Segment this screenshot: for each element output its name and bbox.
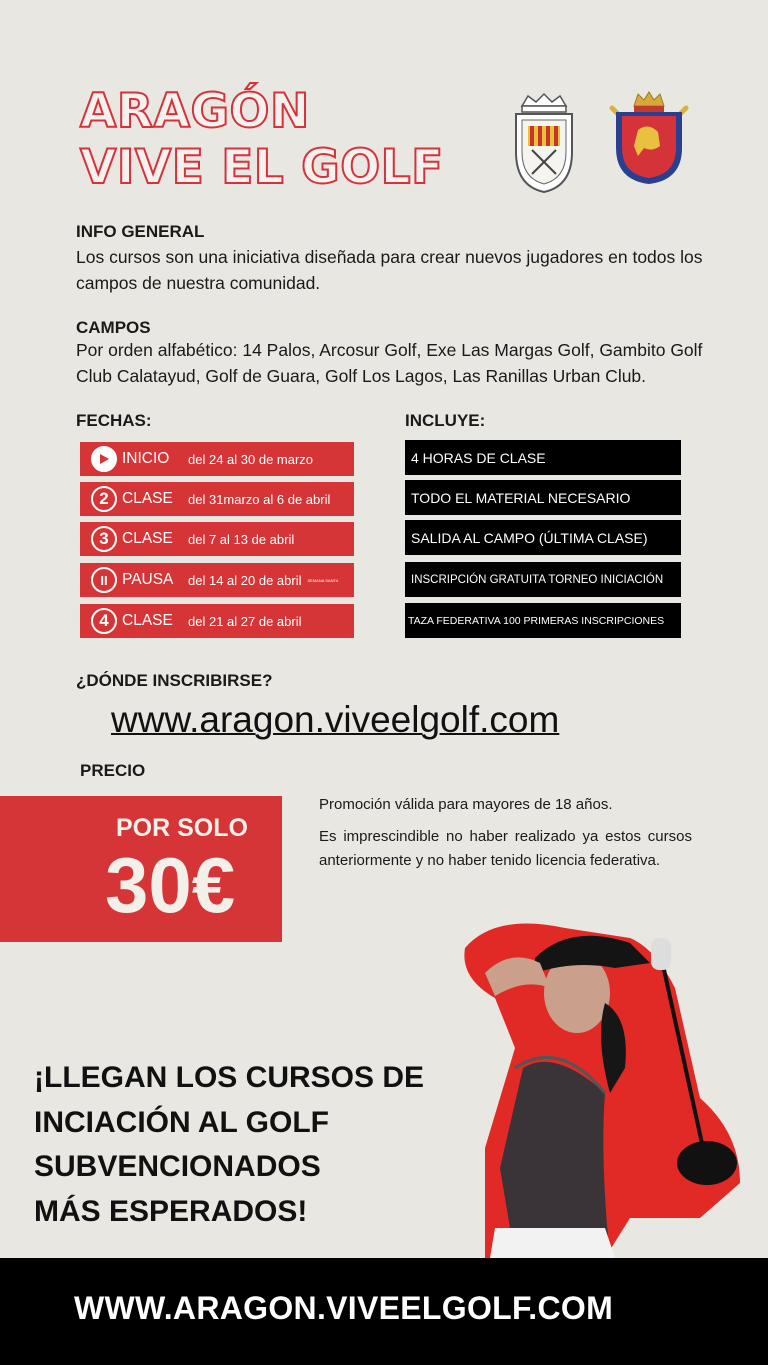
golfer-photo (455, 918, 755, 1258)
date-range: del 31marzo al 6 de abril (188, 491, 331, 507)
number-icon: 4 (91, 608, 117, 634)
campos-heading: CAMPOS (76, 318, 151, 337)
date-range: del 24 al 30 de marzo (188, 451, 314, 467)
price-note-age: Promoción válida para mayores de 18 años. (319, 796, 613, 813)
footer-bar (0, 1258, 768, 1365)
registro-heading: ¿DÓNDE INSCRIBIRSE? (76, 671, 273, 690)
date-row-inicio (80, 442, 354, 476)
date-range: del 21 al 27 de abril (188, 613, 302, 629)
price-amount: 30€ (105, 841, 236, 929)
date-row-clase-2 (80, 482, 354, 516)
aragon-federation-logo-icon (508, 92, 580, 196)
price-note-conditions: Es imprescindible no haber realizado ya estos cursos anteriormente y no haber tenido licencia federativa. (319, 828, 692, 869)
date-kind: PAUSA (122, 571, 174, 588)
date-kind: CLASE (122, 490, 173, 507)
incluye-item: TODO EL MATERIAL NECESARIO (405, 480, 681, 515)
price-box (0, 796, 282, 942)
date-row-clase-3 (80, 522, 354, 556)
title-line-1: ARAGÓN (80, 84, 310, 139)
date-row-pausa (80, 563, 354, 597)
date-kind: CLASE (122, 530, 173, 547)
date-range: del 7 al 13 de abril (188, 531, 295, 547)
date-note: SEMANA SANTA (307, 577, 339, 583)
info-text: Los cursos son una iniciativa diseñada para crear nuevos jugadores en todos los campos de nuestra comunidad. (76, 247, 703, 293)
number-icon: 3 (91, 526, 117, 552)
headline-line-3: SUBVENCIONADOS (34, 1150, 321, 1183)
price-label: POR SOLO (116, 814, 248, 842)
pause-icon: II (91, 567, 117, 593)
precio-heading: PRECIO (80, 761, 146, 780)
date-kind: INICIO (122, 450, 170, 467)
title-line-2: VIVE EL GOLF (80, 140, 444, 195)
date-kind: CLASE (122, 612, 173, 629)
date-row-clase-4 (80, 604, 354, 638)
promo-headline (34, 1056, 424, 1234)
number-icon: 2 (91, 486, 117, 512)
headline-line-4: MÁS ESPERADOS! (34, 1194, 308, 1228)
incluye-item: SALIDA AL CAMPO (ÚLTIMA CLASE) (405, 520, 681, 555)
footer-url-link[interactable]: WWW.ARAGON.VIVEELGOLF.COM (74, 1290, 614, 1326)
date-range: del 14 al 20 de abril (188, 572, 302, 588)
page-title (80, 84, 444, 196)
info-heading: INFO GENERAL (76, 222, 205, 241)
incluye-item: 4 HORAS DE CLASE (405, 440, 681, 475)
headline-line-1: ¡LLEGAN LOS CURSOS DE (34, 1061, 425, 1094)
registration-link[interactable]: www.aragon.viveelgolf.com (111, 699, 560, 740)
campos-text: Por orden alfabético: 14 Palos, Arcosur Golf, Exe Las Margas Golf, Gambito Golf Club Calatayud, Golf de Guara, Golf Los Lagos, Las Ranillas Urban Club. (76, 340, 703, 386)
fechas-heading: FECHAS: (76, 411, 152, 430)
headline-line-2: INCIACIÓN AL GOLF (34, 1105, 329, 1139)
play-icon (91, 446, 117, 472)
incluye-heading: INCLUYE: (405, 411, 486, 430)
incluye-item: TAZA FEDERATIVA 100 PRIMERAS INSCRIPCIONES (405, 603, 681, 638)
spanish-federation-logo-icon (604, 90, 694, 186)
incluye-item: INSCRIPCIÓN GRATUITA TORNEO INICIACIÓN (405, 562, 681, 597)
